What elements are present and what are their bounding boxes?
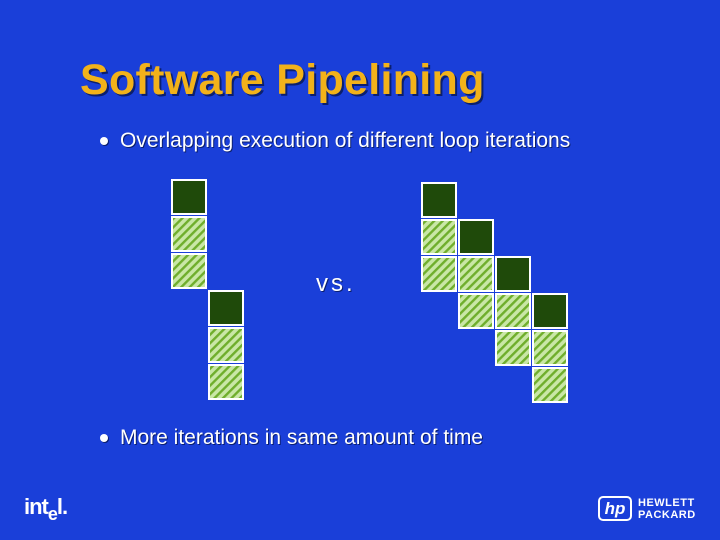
- sequential-block-iteration-1-stage-3: [172, 254, 206, 288]
- intel-logo: int$_e$l.: [24, 494, 68, 524]
- hp-logo: [598, 496, 696, 521]
- hp-wordmark: HEWLETT PACKARD: [638, 496, 696, 521]
- sequential-block-iteration-1-stage-2: [172, 217, 206, 251]
- bullet-item: [100, 426, 483, 450]
- slide-title: Software Pipelining: [80, 56, 485, 104]
- pipelined-block-iteration-4-stage-2: [533, 331, 567, 365]
- pipelined-block-iteration-4-stage-1: [533, 294, 567, 328]
- pipelined-block-iteration-4-stage-3: [533, 368, 567, 402]
- bullet-text: Overlapping execution of different loop iterations: [120, 129, 571, 152]
- pipelined-block-iteration-2-stage-2: [459, 257, 493, 291]
- pipelined-block-iteration-2-stage-1: [459, 220, 493, 254]
- bullet-icon: [100, 434, 108, 442]
- hp-mark-icon: hp: [598, 496, 632, 521]
- sequential-block-iteration-2-stage-3: [209, 365, 243, 399]
- pipelined-block-iteration-2-stage-3: [459, 294, 493, 328]
- pipelined-block-iteration-3-stage-3: [496, 331, 530, 365]
- sequential-block-iteration-2-stage-2: [209, 328, 243, 362]
- pipelined-block-iteration-1-stage-3: [422, 257, 456, 291]
- sequential-block-iteration-2-stage-1: [209, 291, 243, 325]
- pipelined-block-iteration-1-stage-2: [422, 220, 456, 254]
- pipelined-block-iteration-3-stage-1: [496, 257, 530, 291]
- bullet-text: More iterations in same amount of time: [120, 426, 483, 449]
- pipelined-block-iteration-1-stage-1: [422, 183, 456, 217]
- pipelined-block-iteration-3-stage-2: [496, 294, 530, 328]
- vs-label: vs.: [316, 270, 356, 297]
- sequential-block-iteration-1-stage-1: [172, 180, 206, 214]
